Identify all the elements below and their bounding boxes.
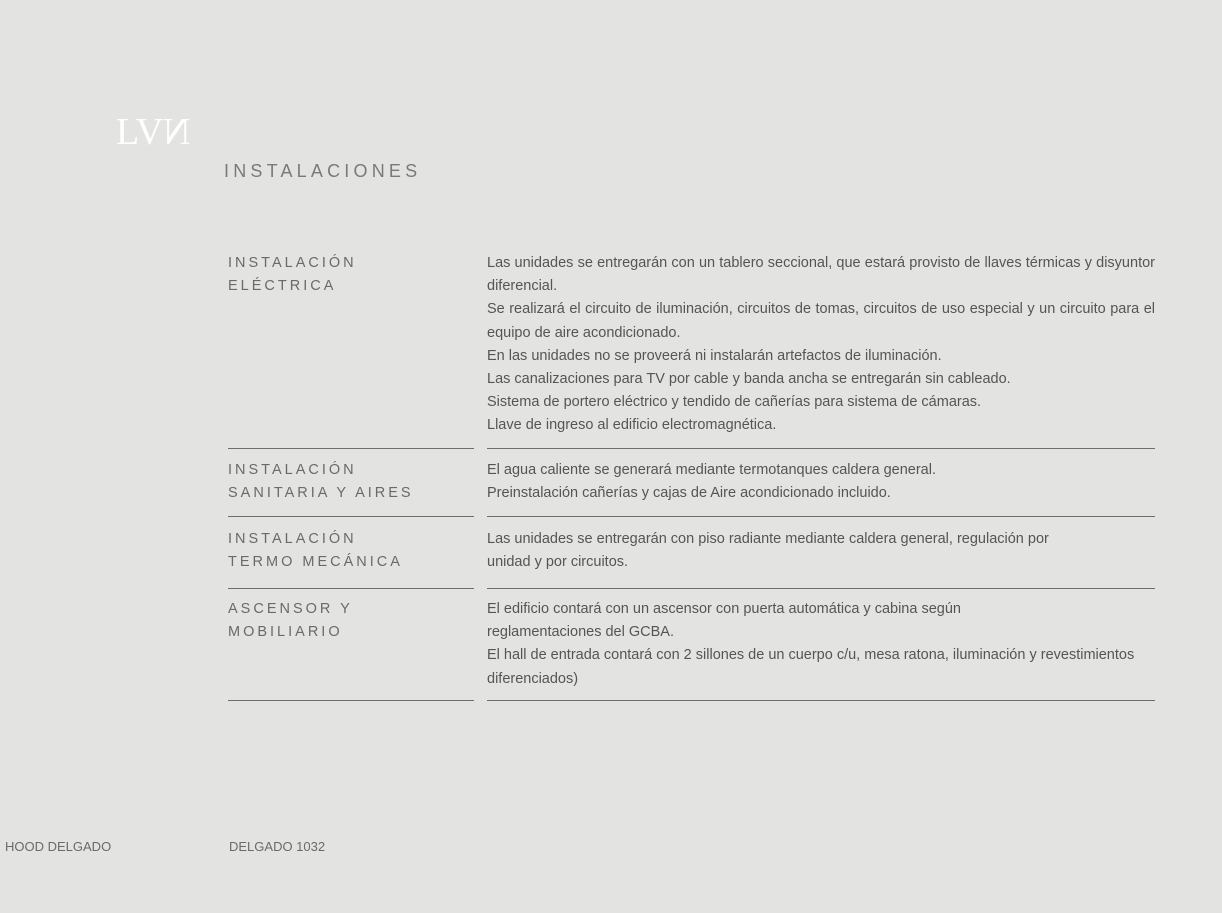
spec-paragraph: El hall de entrada contará con 2 sillones de un cuerpo c/u, mesa ratona, iluminación y revestimientos diferenciados) <box>487 647 1135 687</box>
spec-label-line: ELÉCTRICA <box>228 278 337 294</box>
spec-paragraph: Se realizará el circuito de iluminación, circuitos de tomas, circuitos de uso especial y un circuito para el equipo de aire acondicionado. <box>487 301 1155 341</box>
spec-label <box>228 449 474 517</box>
spec-row-electrica <box>228 248 1155 449</box>
spec-description <box>487 589 1155 701</box>
spec-row-sanitaria <box>228 449 1155 517</box>
brand-logo <box>116 112 191 152</box>
spec-paragraph: Llave de ingreso al edificio electromagnética. <box>487 417 777 434</box>
spec-label-line: INSTALACIÓN <box>228 255 357 271</box>
spec-paragraph: reglamentaciones del GCBA. <box>487 624 674 641</box>
spec-paragraph: Las unidades se entregarán con piso radiante mediante caldera general, regulación por <box>487 531 1049 547</box>
spec-label-line: INSTALACIÓN <box>228 462 357 478</box>
logo-text: LV <box>116 111 164 153</box>
spec-paragraph: Las canalizaciones para TV por cable y banda ancha se entregarán sin cableado. <box>487 371 1011 388</box>
spec-paragraph: unidad y por circuitos. <box>487 554 629 571</box>
spec-description <box>487 449 1155 517</box>
spec-row-ascensor <box>228 589 1155 701</box>
spec-label <box>228 248 474 449</box>
spec-paragraph: Las unidades se entregarán con un tablero seccional, que estará provisto de llaves térmicas y disyuntor diferencial. <box>487 255 1155 295</box>
spec-description <box>487 248 1155 449</box>
spec-row-termomecanica <box>228 517 1155 589</box>
spec-paragraph: El agua caliente se generará mediante termotanques caldera general. <box>487 462 936 478</box>
logo-mirrored-letter: N <box>163 111 191 153</box>
spec-paragraph: Sistema de portero eléctrico y tendido de cañerías para sistema de cámaras. <box>487 394 982 411</box>
spec-label-line: SANITARIA Y AIRES <box>228 485 414 501</box>
specifications-table <box>228 248 1155 701</box>
page-title: INSTALACIONES <box>224 161 422 181</box>
footer-project-name: HOOD DELGADO <box>5 839 112 854</box>
footer-address: DELGADO 1032 <box>229 839 326 854</box>
spec-description <box>487 517 1155 589</box>
spec-label <box>228 517 474 589</box>
spec-label-line: ASCENSOR Y <box>228 601 353 617</box>
spec-paragraph: El edificio contará con un ascensor con puerta automática y cabina según <box>487 601 961 617</box>
spec-label-line: MOBILIARIO <box>228 624 343 640</box>
spec-label-line: INSTALACIÓN <box>228 531 357 547</box>
spec-label <box>228 589 474 701</box>
spec-label-line: TERMO MECÁNICA <box>228 554 403 570</box>
spec-paragraph: Preinstalación cañerías y cajas de Aire acondicionado incluido. <box>487 485 891 502</box>
spec-paragraph: En las unidades no se proveerá ni instalarán artefactos de iluminación. <box>487 347 942 364</box>
